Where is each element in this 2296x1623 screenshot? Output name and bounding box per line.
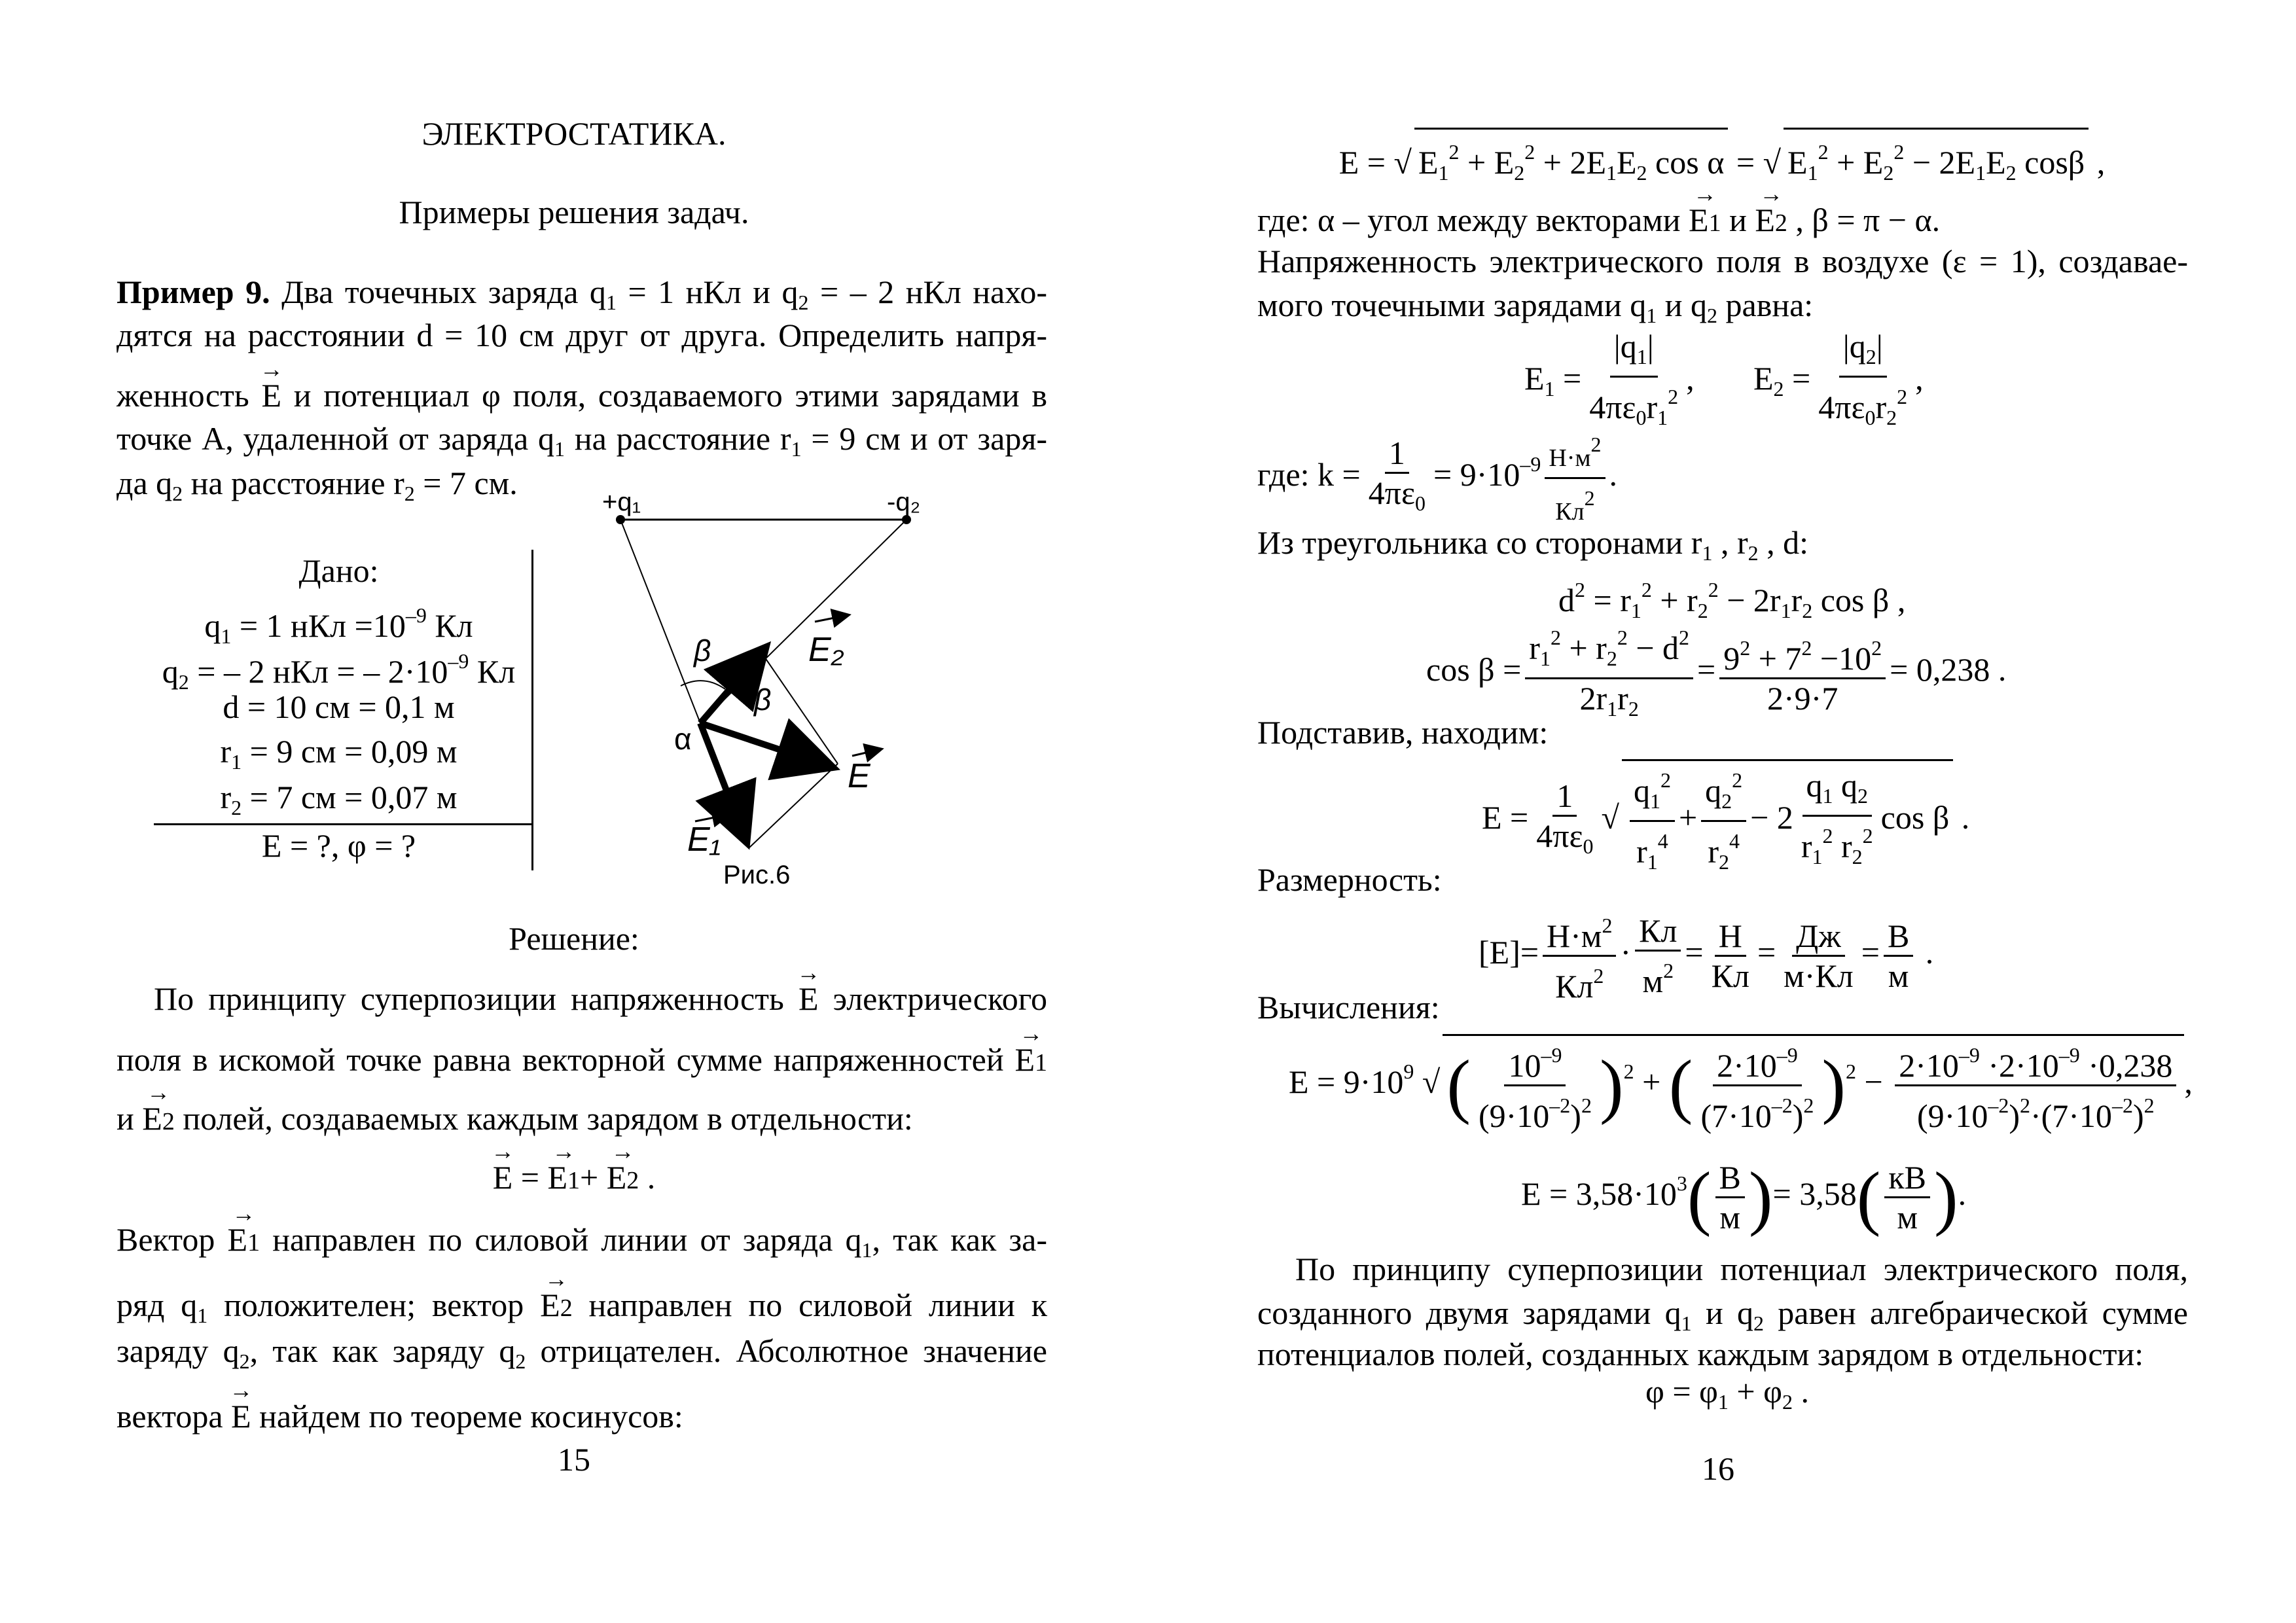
page-number-left: 15 [558, 1441, 590, 1478]
formula-d: $d^2 = r_1^2 + r_2^2 - 2r_1r_2$ cos β , [1558, 578, 1906, 622]
label-q1: +q₁ [602, 488, 641, 516]
vector-diagram [589, 468, 956, 906]
solution-line-1: По принципу суперпозиции напряженность → E электрического [154, 976, 1047, 1021]
label-beta-2: β [754, 683, 772, 717]
problem-line-2: дятся на расстоянии d = 10 см друг от друга. Определить напря- [117, 317, 1047, 353]
formula-E-general: E = $\frac{1}{4\pi\varepsilon_0}$ √ $\frac{q_1^2}{r_1^4}$ + $\frac{q_2^2}{r_2^4}$ − 2 $\frac{q_1 q_2}{r_1^2 r_2^2}$ cos β . [1482, 759, 1969, 881]
dimension-heading: Размерность: [1257, 861, 1442, 898]
label-E2: E₂ [808, 631, 844, 669]
problem-line-4: точке А, удаленной от заряда $q_1$ на расстояние $r_1 = 9$ см и от заря- [117, 420, 1047, 461]
potential-line-3: потенциалов полей, созданных каждым зарядом в отдельности: [1257, 1336, 2144, 1372]
solution-line-5: Вектор → E1 направлен по силовой линии от заряда $q_1$, так как за- [117, 1217, 1047, 1272]
solution-line-7: заряду $q_2$, так как заряду $q_2$ отрицателен. Абсолютное значение [117, 1332, 1047, 1373]
label-beta-1: β [694, 633, 711, 668]
formula-cosine: E = √ $E_1^2 + E_2^2 + 2E_1E_2$ cos α = √ $E_1^2 + E_2^2 - 2E_1E_2$ cosβ , [1148, 128, 2296, 195]
given-d: d = 10 см = 0,1 м [223, 688, 455, 725]
label-E: E [848, 757, 870, 795]
problem-line-3: женность → E и потенциал φ поля, создаваемого этими зарядами в [117, 373, 1047, 418]
formula-E2: $E_2$ = $\frac{|q_2|}{4\pi\varepsilon_0r_2^2}$ , [1753, 328, 1924, 429]
given-r2: $r_2 = 7$ см = 0,07 м [220, 779, 457, 819]
given-find: E = ?, φ = ? [261, 827, 416, 864]
solution-line-2: поля в искомой точке равна векторной сумме напряженностей → E1 [117, 1037, 1047, 1085]
right-page [1148, 0, 2296, 1623]
label-q2: -q₂ [887, 488, 921, 516]
formula-cosb: cos β = $\frac{r_1^2 + r_2^2 - d^2}{2r_1r_2}$ = $\frac{9^2 + 7^2 -10^2}{2\cdot 9\cdot 7}$ = 0,238 . [1426, 618, 2006, 728]
solution-heading: Решение: [509, 920, 639, 957]
calc-heading: Вычисления: [1257, 989, 1440, 1026]
solution-line-8: вектора → E найдем по теореме косинусов: [117, 1394, 683, 1438]
label-E1: E₁ [687, 821, 721, 859]
formula-result: $E = 3,58\cdot 10^3$( $\frac{В}{м}$ )= 3,58( $\frac{кВ}{м}$ ). [1521, 1157, 1967, 1238]
formula-dimension: [E]= $\frac{Н\cdot м^2}{Кл^2}$ · $\frac{Кл}{м^2}$ = $\frac{Н}{Кл}$ = $\frac{Дж}{м\cdot Кл}$ = $\frac{В}{м}$ . [1479, 906, 1933, 1005]
potential-line-1: По принципу суперпозиции потенциал электрического поля, [1295, 1251, 2188, 1287]
example-label: Пример 9. [117, 274, 270, 310]
problem-line-5: да $q_2$ на расстояние $r_2 = 7$ см. [117, 465, 518, 505]
figure-caption: Рис.6 [723, 861, 791, 889]
field-line-1: Напряженность электрического поля в воздухе (ε = 1), создавае- [1257, 243, 2188, 279]
label-alpha: α [674, 722, 692, 756]
given-q2: $q_2$ = – 2 нКл = – $2\cdot 10^{-9}$ Кл [162, 649, 516, 694]
field-line-2: мого точечными зарядами $q_1$ и $q_2$ равна: [1257, 287, 1814, 327]
substitute-line: Подставив, находим: [1257, 714, 1549, 751]
potential-line-2: созданного двумя зарядами $q_1$ и $q_2$ равен алгебраической сумме [1257, 1294, 2188, 1335]
subtitle: Примеры решения задач. [399, 194, 749, 230]
given-r1: $r_1 = 9$ см = 0,09 м [220, 733, 457, 774]
superposition-formula: → E = → E1+ → E2 . [0, 1155, 1148, 1203]
given-q1: $q_1 = 1$ нКл $=10^{-9}$ Кл [204, 603, 473, 648]
problem-text-1: Два точечных заряда $q_1 = 1$ нКл и $q_2$ = – 2 нКл нахо- [281, 274, 1048, 314]
formula-phi: $\varphi = \varphi_1 + \varphi_2$ . [1645, 1373, 1809, 1414]
solution-line-3: и → E2 полей, создаваемых каждым зарядом в отдельности: [117, 1096, 913, 1144]
solution-line-6: ряд $q_1$ положителен; вектор → E2 направлен по силовой линии к [117, 1283, 1047, 1338]
formula-k: где: k = $\frac{1}{4\pi\varepsilon_0}$ = $9\cdot 10^{-9}$ $\frac{Н\cdot м^2}{Кл^2}$ . [1257, 425, 1617, 531]
given-heading: Дано: [298, 552, 379, 589]
formula-E1: $E_1$ = $\frac{|q_1|}{4\pi\varepsilon_0r_1^2}$ , [1524, 328, 1695, 429]
where-alpha: где: α – угол между векторами → E1 и → E2 , β = π − α. [1257, 198, 1940, 245]
triangle-line: Из треугольника со сторонами $r_1$ , $r_2$ , d: [1257, 524, 1809, 565]
given-vertical-line [531, 550, 533, 870]
formula-calculation: $E = 9\cdot 10^9$ √( $\frac{10^{-9}}{(9\cdot 10^{-2})^2}$ )$^2$ + ( $\frac{2\cdot 10^{-9}}{(7\cdot 10^{-2})^2}$ )$^2$ − $\frac{2\cdot 10^{-9} \cdot 2\cdot 10^{-9} \cdot 0,238}{(9\cdot 10^{-2})^2\cdot(7\cdot 10^{-2})^2}$ , [1289, 1034, 2193, 1135]
section-title: ЭЛЕКТРОСТАТИКА. [422, 115, 726, 152]
page-number-right: 16 [1702, 1450, 1734, 1487]
